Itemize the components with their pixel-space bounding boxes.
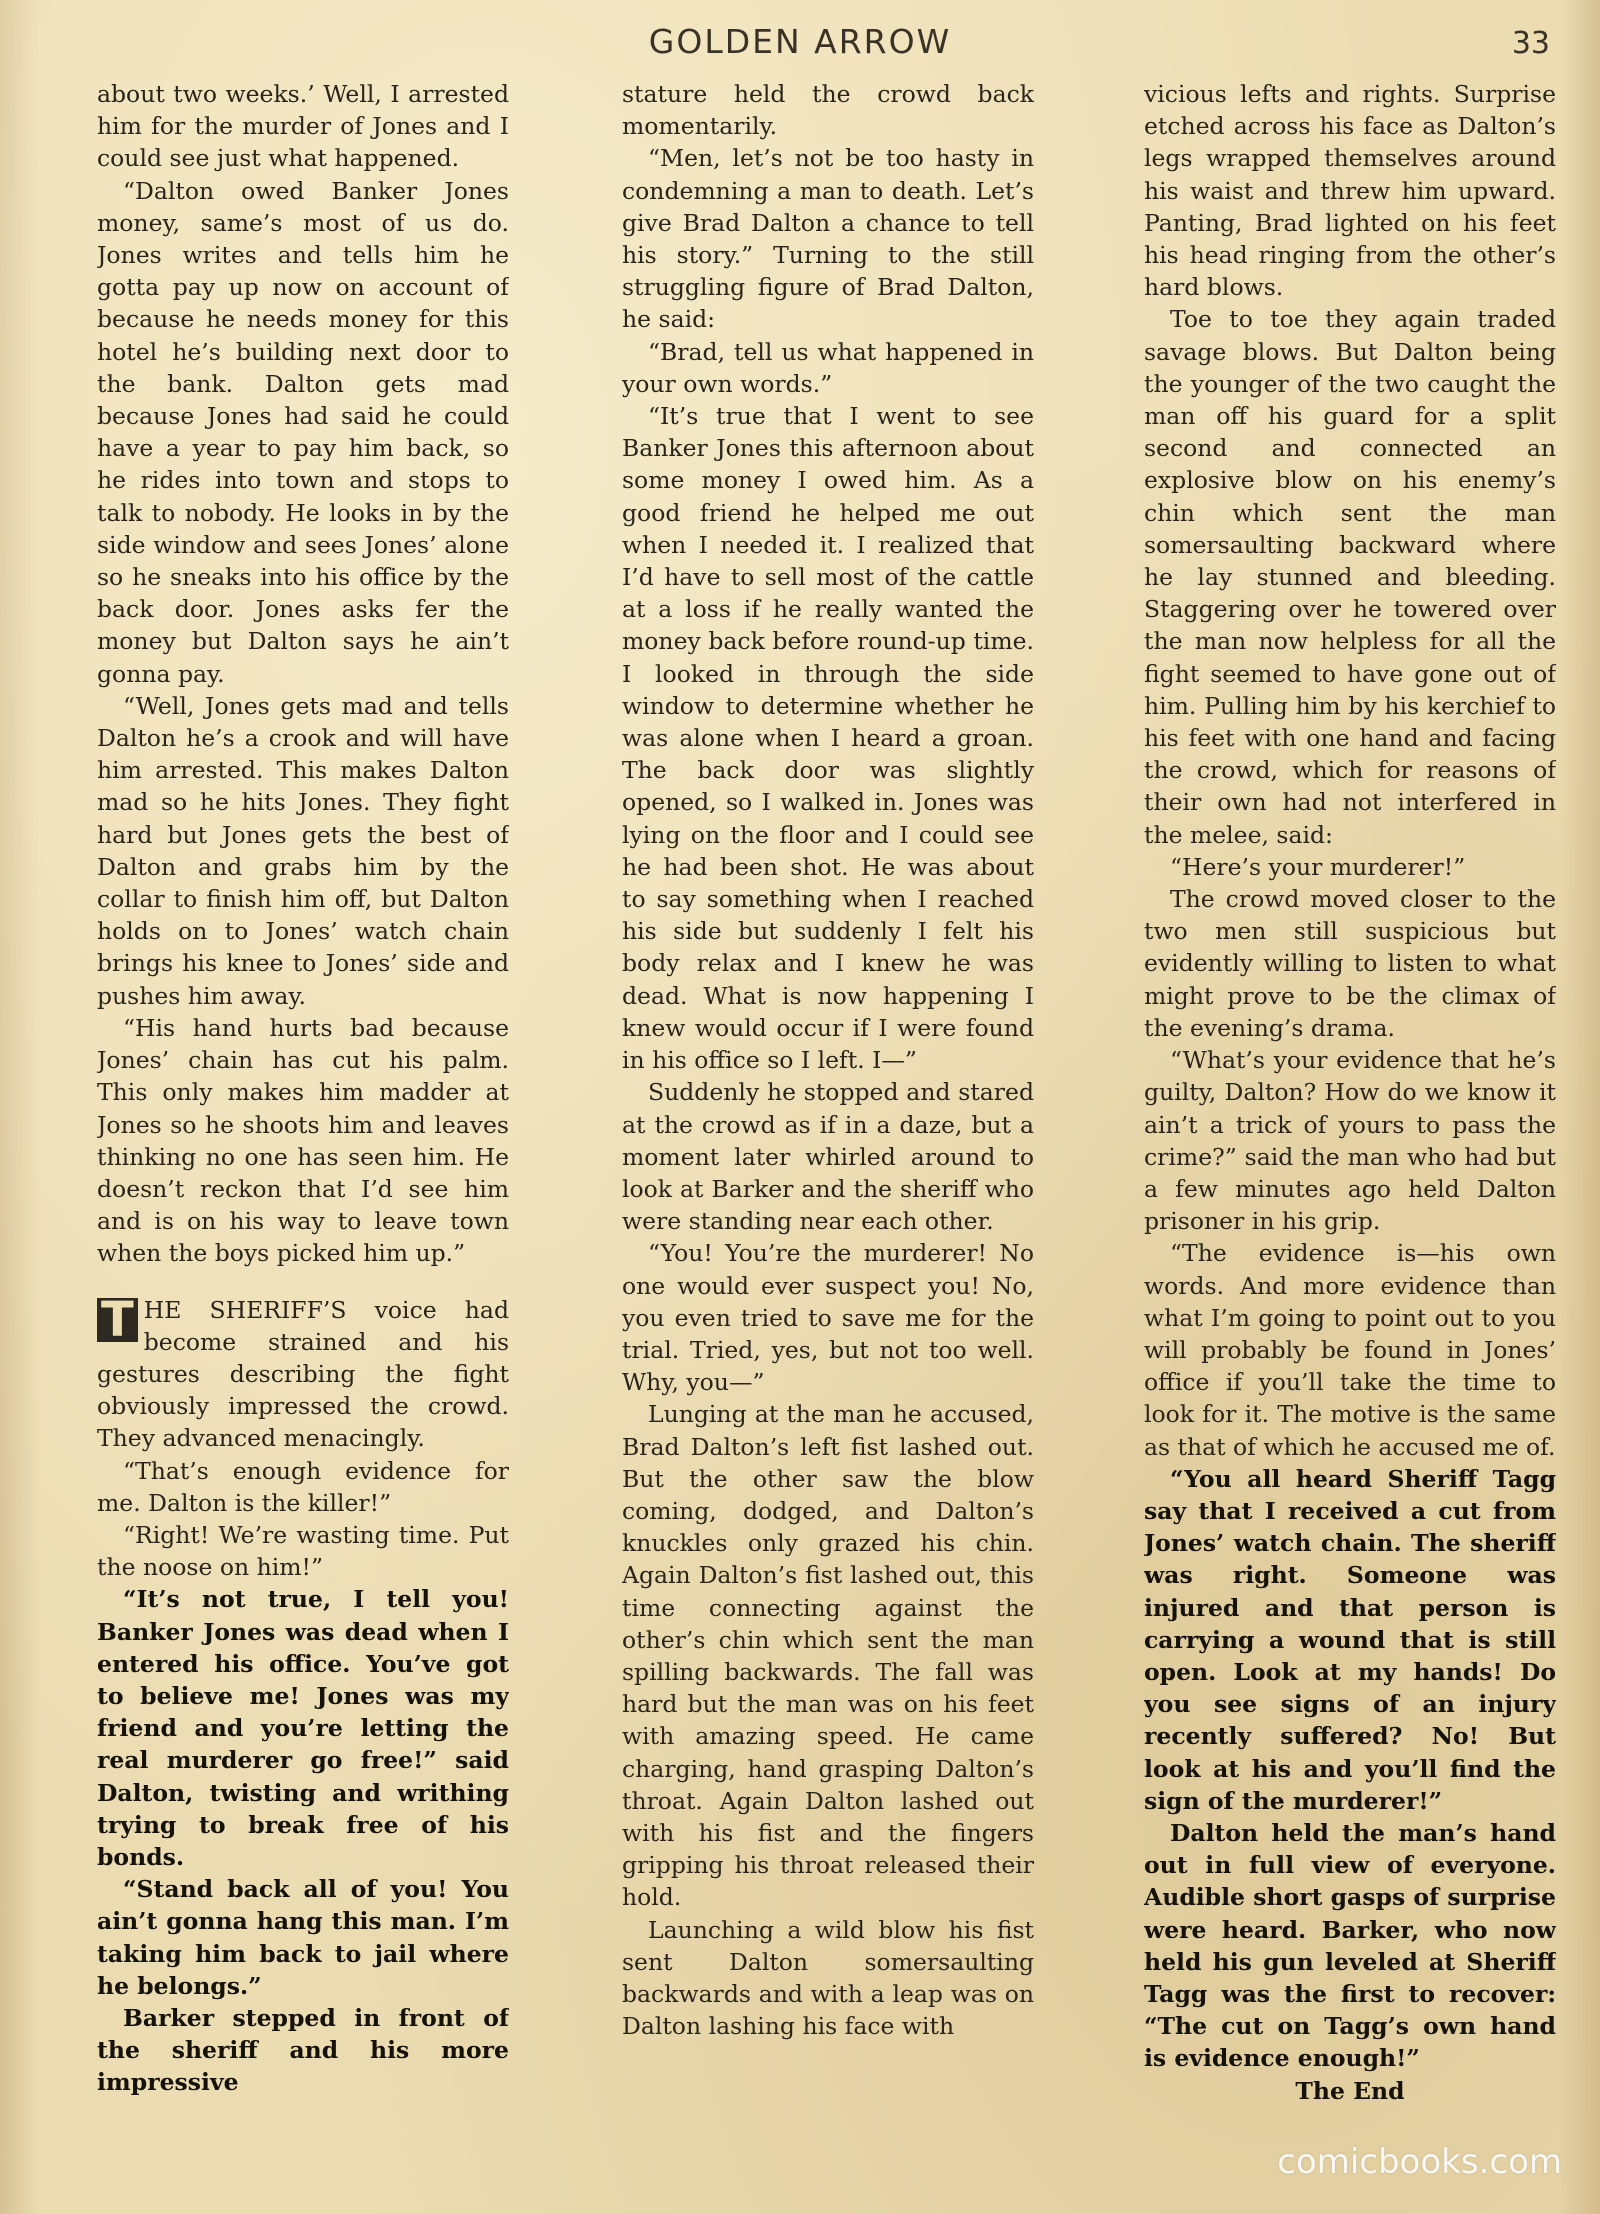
dropcap-paragraph — [97, 1291, 509, 1455]
drop-cap-letter: T — [97, 1298, 138, 1342]
paragraph: Barker stepped in front of the sheriff and his more impressive — [97, 2003, 509, 2097]
paragraph: stature held the crowd back momentarily. — [622, 80, 1034, 141]
paragraph: Lunging at the man he accused, Brad Dalton’s left fist lashed out. But the other saw the blow coming, dodged, and Dalton’s knuckles only grazed his chin. Again Dalton’s fist lashed out, this time connecting against the other’s chin which sent the man spilling backwards. The fall was hard but the man was on his feet with amazing speed. He came charging, hand grasping Dalton’s throat. Again Dalton lashed out with his fist and the fingers gripping his throat released their hold. — [622, 1400, 1034, 1912]
paragraph: “Here’s your murderer!” — [1170, 852, 1466, 881]
paragraph: “Dalton owed Banker Jones money, same’s most of us do. Jones writes and tells him he gotta pay up now on account of because he needs money for this hotel he’s building next door to the bank. Dalton gets mad because Jones had said he could have a year to pay him back, so he rides into town and stops to talk to nobody. He looks in by the side window and sees Jones’ alone so he sneaks into his office by the back door. Jones asks fer the money but Dalton says he ain’t gonna pay. — [97, 176, 509, 688]
section-break — [97, 1270, 509, 1294]
site-watermark: comicbooks.com — [1277, 2142, 1562, 2182]
paragraph: “You! You’re the murderer! No one would ever suspect you! No, you even tried to save me for the trial. Tried, yes, but not too well. Why, you—” — [622, 1239, 1034, 1397]
paragraph: “Right! We’re wasting time. Put the noose on him!” — [97, 1520, 509, 1582]
paragraph: “What’s your evidence that he’s guilty, Dalton? How do we know it ain’t a trick of yours to pass the crime?” said the man who had but a few minutes ago held Dalton prisoner in his grip. — [1144, 1046, 1556, 1236]
running-title: GOLDEN ARROW — [648, 22, 952, 61]
paragraph: about two weeks.’ Well, I arrested him for the murder of Jones and I could see just what happened. — [97, 80, 509, 173]
paragraph: “It’s not true, I tell you! Banker Jones was dead when I entered his office. You’ve got to believe me! Jones was my friend and you’re letting the real murderer go free!” said Dalton, twisting and writhing trying to break free of his bonds. — [97, 1585, 509, 1871]
paragraph: “Brad, tell us what happened in your own words.” — [622, 337, 1034, 398]
paragraph: “You all heard Sheriff Tagg say that I received a cut from Jones’ watch chain. The sheriff was right. Someone was injured and that person is carrying a wound that is still open. Look at my hands! Do you see signs of an injury recently suffered? No! But look at his and you’ll find the sign of the murderer!” — [1144, 1464, 1556, 1815]
paragraph: Toe to toe they again traded savage blows. But Dalton being the younger of the two caught the man off his guard for a split second and connected an explosive blow on his enemy’s chin which sent the man somersaulting backward where he lay stunned and bleeding. Staggering over he towered over the man now helpless for all the fight seemed to have gone out of him. Pulling him by his kerchief to his feet with one hand and facing the crowd, which for reasons of their own had not interfered in the melee, said: — [1144, 305, 1556, 849]
paragraph: Suddenly he stopped and stared at the crowd as if in a daze, but a moment later whirled around to look at Barker and the sheriff who were standing near each other. — [622, 1078, 1034, 1236]
paragraph: Dalton held the man’s hand out in full view of everyone. Audible short gasps of surprise were heard. Barker, who now held his gun leveled at Sheriff Tagg was the first to recover: “The cut on Tagg’s own hand is evidence enough!” — [1144, 1818, 1556, 2073]
dropcap-paragraph-text: HE SHERIFF’S voice had become strained and his gestures describing the fight obviously impressed the crowd. They advanced menacingly. — [97, 1295, 509, 1453]
page-header — [0, 22, 1600, 72]
story-end-text: The End — [1295, 2076, 1405, 2105]
text-column-2 — [622, 78, 1034, 2118]
paragraph: “It’s true that I went to see Banker Jones this afternoon about some money I owed him. As a good friend he helped me out when I needed it. I realized that I’d have to sell most of the cattle at a loss if he really wanted the money back before round-up time. I looked in through the side window to determine whether he was alone when I heard a groan. The back door was slightly opened, so I walked in. Jones was lying on the floor and I could see he had been shot. He was about to say something when I reached his side but suddenly I felt his body relax and I knew he was dead. What is now happening I knew would occur if I were found in his office so I left. I—” — [622, 402, 1034, 1075]
paragraph: “Well, Jones gets mad and tells Dalton he’s a crook and will have him arrested. This makes Dalton mad so he hits Jones. They fight hard but Jones gets the best of Dalton and grabs him by the collar to finish him off, but Dalton holds on to Jones’ watch chain brings his knee to Jones’ side and pushes him away. — [97, 691, 509, 1010]
paragraph: “Stand back all of you! You ain’t gonna hang this man. I’m taking him back to jail where he belongs.” — [97, 1875, 509, 2000]
text-column-1 — [97, 78, 509, 2118]
paragraph: vicious lefts and rights. Surprise etched across his face as Dalton’s legs wrapped themselves around his waist and threw him upward. Panting, Brad lighted on his feet his head ringing from the other’s hard blows. — [1144, 80, 1556, 302]
paragraph: “The evidence is—his own words. And more evidence than what I’m going to point out to you will probably be found in Jones’ office if you’ll take the time to look for it. The motive is the same as that of which he accused me of. — [1144, 1239, 1556, 1461]
paragraph: “That’s enough evidence for me. Dalton is the killer!” — [97, 1456, 509, 1517]
paragraph: The crowd moved closer to the two men still suspicious but evidently willing to listen to what might prove to be the climax of the evening’s drama. — [1144, 885, 1556, 1042]
page-number: 33 — [1511, 26, 1550, 61]
paragraph: “Men, let’s not be too hasty in condemning a man to death. Let’s give Brad Dalton a chance to tell his story.” Turning to the still struggling figure of Brad Dalton, he said: — [622, 144, 1034, 334]
paragraph: Launching a wild blow his fist sent Dalton somersaulting backwards and with a leap was on Dalton lashing his face with — [622, 1915, 1034, 2041]
paragraph: “His hand hurts bad because Jones’ chain has cut his palm. This only makes him madder at Jones so he shoots him and leaves thinking no one has seen him. He doesn’t reckon that I’d see him and is on his way to leave town when the boys picked him up.” — [97, 1013, 509, 1268]
text-column-3 — [1144, 78, 1556, 2118]
